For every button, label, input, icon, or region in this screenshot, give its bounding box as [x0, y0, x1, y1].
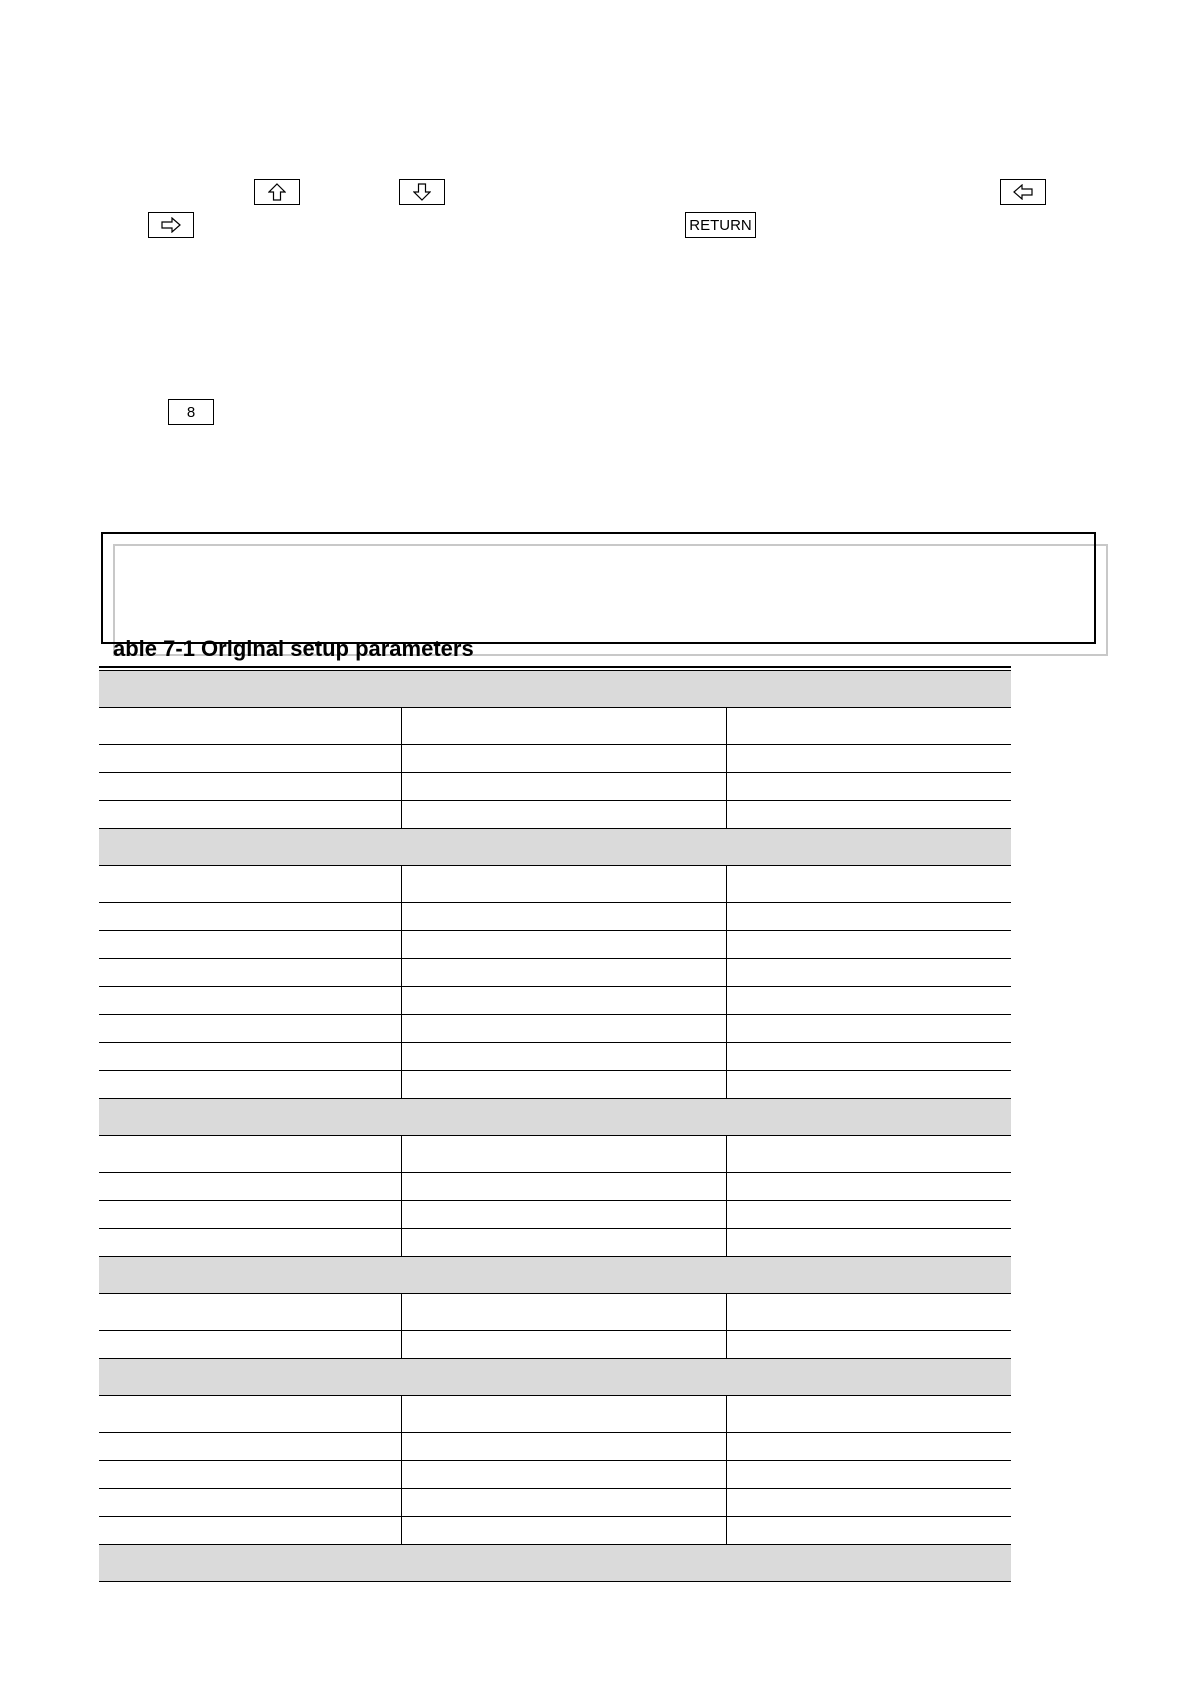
table-row — [99, 1489, 1011, 1517]
section-row — [99, 1359, 1011, 1396]
setting-cell — [401, 1043, 726, 1071]
default-cell — [726, 801, 1011, 829]
setting-cell — [401, 1331, 726, 1359]
down-arrow-icon — [413, 183, 431, 201]
default-cell — [726, 1331, 1011, 1359]
parameter-cell — [99, 1396, 401, 1433]
default-cell — [726, 1015, 1011, 1043]
parameter-cell — [99, 1331, 401, 1359]
section-row — [99, 1257, 1011, 1294]
parameter-cell — [99, 903, 401, 931]
setting-cell — [401, 773, 726, 801]
default-cell — [726, 1136, 1011, 1173]
setting-cell — [401, 1461, 726, 1489]
table-row — [99, 1201, 1011, 1229]
table-row — [99, 903, 1011, 931]
default-cell — [726, 987, 1011, 1015]
default-cell — [726, 1294, 1011, 1331]
table-row — [99, 1331, 1011, 1359]
default-cell — [726, 866, 1011, 903]
table-row — [99, 708, 1011, 745]
table-row — [99, 1071, 1011, 1099]
up-arrow-icon — [268, 183, 286, 201]
default-cell — [726, 1433, 1011, 1461]
setup-parameters-table — [99, 666, 1011, 1582]
table-row — [99, 959, 1011, 987]
right-arrow-key — [148, 212, 194, 238]
default-cell — [726, 708, 1011, 745]
table-row — [99, 1173, 1011, 1201]
default-cell — [726, 773, 1011, 801]
parameter-cell — [99, 708, 401, 745]
default-cell — [726, 959, 1011, 987]
section-row — [99, 1545, 1011, 1582]
default-cell — [726, 931, 1011, 959]
setting-cell — [401, 1015, 726, 1043]
setting-cell — [401, 1229, 726, 1257]
setting-cell — [401, 1489, 726, 1517]
section-title — [99, 829, 1011, 866]
setting-cell — [401, 801, 726, 829]
parameter-cell — [99, 1229, 401, 1257]
setting-cell — [401, 708, 726, 745]
setting-cell — [401, 745, 726, 773]
right-arrow-icon — [161, 217, 181, 233]
section-title — [99, 1359, 1011, 1396]
parameter-cell — [99, 1015, 401, 1043]
table-row — [99, 1136, 1011, 1173]
setting-cell — [401, 1173, 726, 1201]
setting-cell — [401, 903, 726, 931]
setting-cell — [401, 1517, 726, 1545]
parameter-cell — [99, 1173, 401, 1201]
default-cell — [726, 745, 1011, 773]
parameter-cell — [99, 959, 401, 987]
section-title — [99, 671, 1011, 708]
setting-cell — [401, 1433, 726, 1461]
setting-cell — [401, 1396, 726, 1433]
setting-cell — [401, 931, 726, 959]
parameter-cell — [99, 1517, 401, 1545]
table-row — [99, 1396, 1011, 1433]
default-cell — [726, 1201, 1011, 1229]
default-cell — [726, 1043, 1011, 1071]
default-cell — [726, 1173, 1011, 1201]
table-row — [99, 866, 1011, 903]
return-key: RETURN — [685, 212, 756, 238]
table-row — [99, 745, 1011, 773]
section-row — [99, 1099, 1011, 1136]
default-cell — [726, 903, 1011, 931]
parameter-cell — [99, 1489, 401, 1517]
parameter-cell — [99, 1461, 401, 1489]
table-body — [99, 671, 1011, 1582]
table-row — [99, 1461, 1011, 1489]
up-arrow-key — [254, 179, 300, 205]
default-cell — [726, 1461, 1011, 1489]
default-cell — [726, 1489, 1011, 1517]
default-cell — [726, 1071, 1011, 1099]
parameter-cell — [99, 1071, 401, 1099]
parameter-cell — [99, 801, 401, 829]
table-row — [99, 1294, 1011, 1331]
parameter-cell — [99, 745, 401, 773]
setting-cell — [401, 1136, 726, 1173]
parameter-cell — [99, 1136, 401, 1173]
down-arrow-key — [399, 179, 445, 205]
parameter-cell — [99, 1043, 401, 1071]
setting-cell — [401, 1294, 726, 1331]
section-title — [99, 1099, 1011, 1136]
left-arrow-key — [1000, 179, 1046, 205]
parameter-cell — [99, 987, 401, 1015]
table-row — [99, 1043, 1011, 1071]
setting-cell — [401, 959, 726, 987]
digit-eight-key: 8 — [168, 399, 214, 425]
parameter-cell — [99, 1201, 401, 1229]
table-row — [99, 1517, 1011, 1545]
note-box — [101, 532, 1096, 644]
parameter-cell — [99, 773, 401, 801]
table-row — [99, 773, 1011, 801]
left-arrow-icon — [1013, 184, 1033, 200]
table-row — [99, 1433, 1011, 1461]
default-cell — [726, 1517, 1011, 1545]
table-row — [99, 931, 1011, 959]
table-row — [99, 1229, 1011, 1257]
parameter-cell — [99, 931, 401, 959]
section-row — [99, 829, 1011, 866]
setting-cell — [401, 987, 726, 1015]
table-row — [99, 1015, 1011, 1043]
section-row — [99, 671, 1011, 708]
setting-cell — [401, 1071, 726, 1099]
setting-cell — [401, 1201, 726, 1229]
table-row — [99, 801, 1011, 829]
section-title — [99, 1257, 1011, 1294]
default-cell — [726, 1396, 1011, 1433]
table-caption: able 7-1 Original setup parameters — [113, 636, 474, 661]
section-title — [99, 1545, 1011, 1582]
parameter-cell — [99, 1294, 401, 1331]
setting-cell — [401, 866, 726, 903]
default-cell — [726, 1229, 1011, 1257]
parameter-cell — [99, 866, 401, 903]
parameter-cell — [99, 1433, 401, 1461]
table-row — [99, 987, 1011, 1015]
